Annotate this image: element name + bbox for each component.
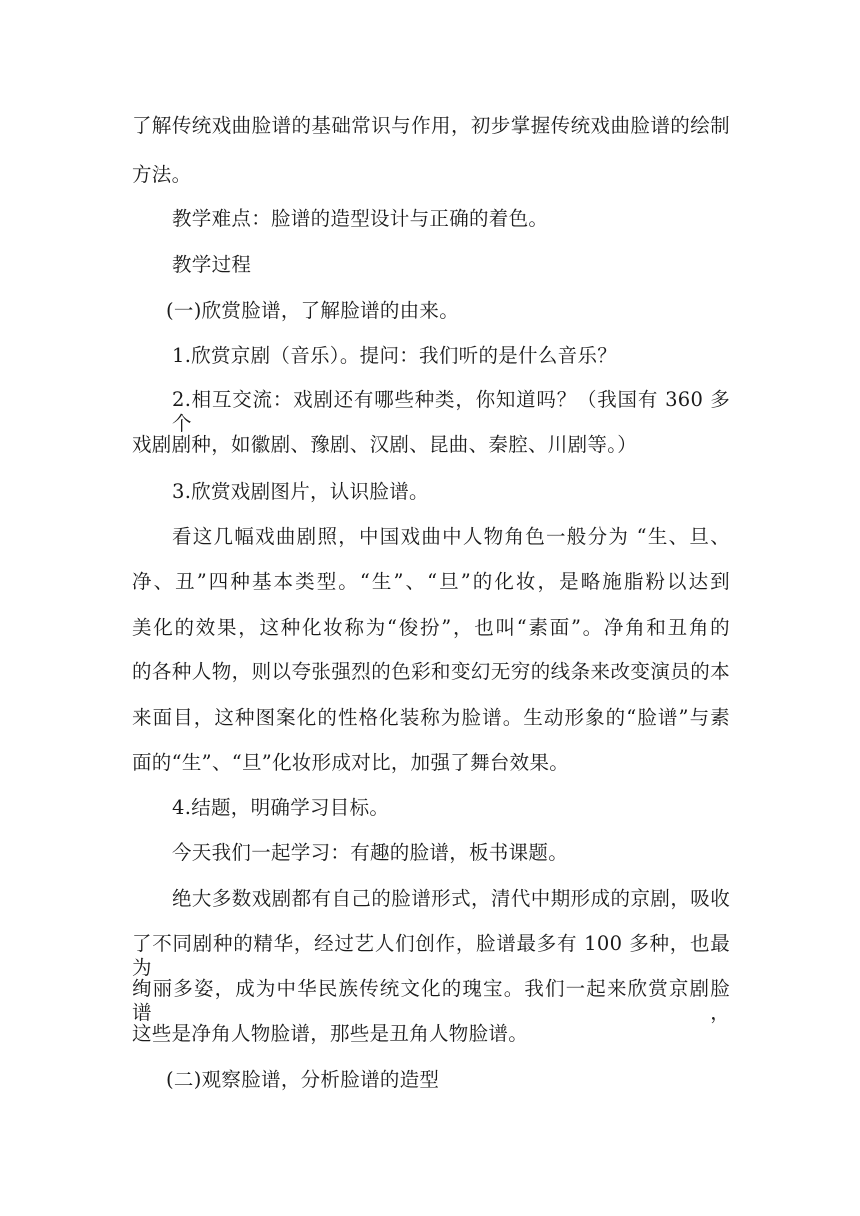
section-heading: (二)观察脸谱，分析脸谱的造型 — [166, 1068, 440, 1091]
text-line: 4.结题，明确学习目标。 — [172, 796, 390, 819]
text-line: 了解传统戏曲脸谱的基础常识与作用，初步掌握传统戏曲脸谱的绘制 — [132, 114, 730, 137]
text-line: 3.欣赏戏剧图片，认识脸谱。 — [172, 480, 429, 503]
text-line: 2.相互交流：戏剧还有哪些种类，你知道吗？（我国有 360 多个 — [172, 388, 730, 435]
text-line: 净、丑”四种基本类型。“生”、“旦”的化妆，是略施脂粉以达到 — [132, 570, 730, 593]
text-line: 来面目，这种图案化的性格化装称为脸谱。生动形象的“脸谱”与素 — [132, 706, 730, 729]
text-line: 了不同剧种的精华，经过艺人们创作，脸谱最多有 100 多种，也最为 — [132, 932, 730, 979]
section-heading: (一)欣赏脸谱，了解脸谱的由来。 — [166, 299, 460, 322]
text-line: 绚丽多姿，成为中华民族传统文化的瑰宝。我们一起来欣赏京剧脸谱， — [132, 977, 730, 1024]
text-line: 这些是净角人物脸谱，那些是丑角人物脸谱。 — [132, 1022, 529, 1045]
text-line: 方法。 — [132, 163, 192, 186]
text-line: 绝大多数戏剧都有自己的脸谱形式，清代中期形成的京剧，吸收 — [172, 887, 730, 910]
text-line: 美化的效果，这种化妆称为“俊扮”，也叫“素面”。净角和丑角的 — [132, 616, 730, 639]
section-heading: 教学过程 — [172, 253, 252, 276]
text-line: 今天我们一起学习：有趣的脸谱，板书课题。 — [172, 841, 569, 864]
text-line: 看这几幅戏曲剧照，中国戏曲中人物角色一般分为 “生、旦、 — [172, 525, 730, 548]
text-line: 1.欣赏京剧（音乐）。提问：我们听的是什么音乐？ — [172, 344, 618, 367]
text-line: 教学难点：脸谱的造型设计与正确的着色。 — [172, 207, 549, 230]
text-line: 戏剧剧种，如徽剧、豫剧、汉剧、昆曲、秦腔、川剧等。） — [132, 433, 638, 456]
text-line: 面的“生”、“旦”化妆形成对比，加强了舞台效果。 — [132, 751, 570, 774]
text-line: 的各种人物，则以夸张强烈的色彩和变幻无穷的线条来改变演员的本 — [132, 660, 730, 683]
